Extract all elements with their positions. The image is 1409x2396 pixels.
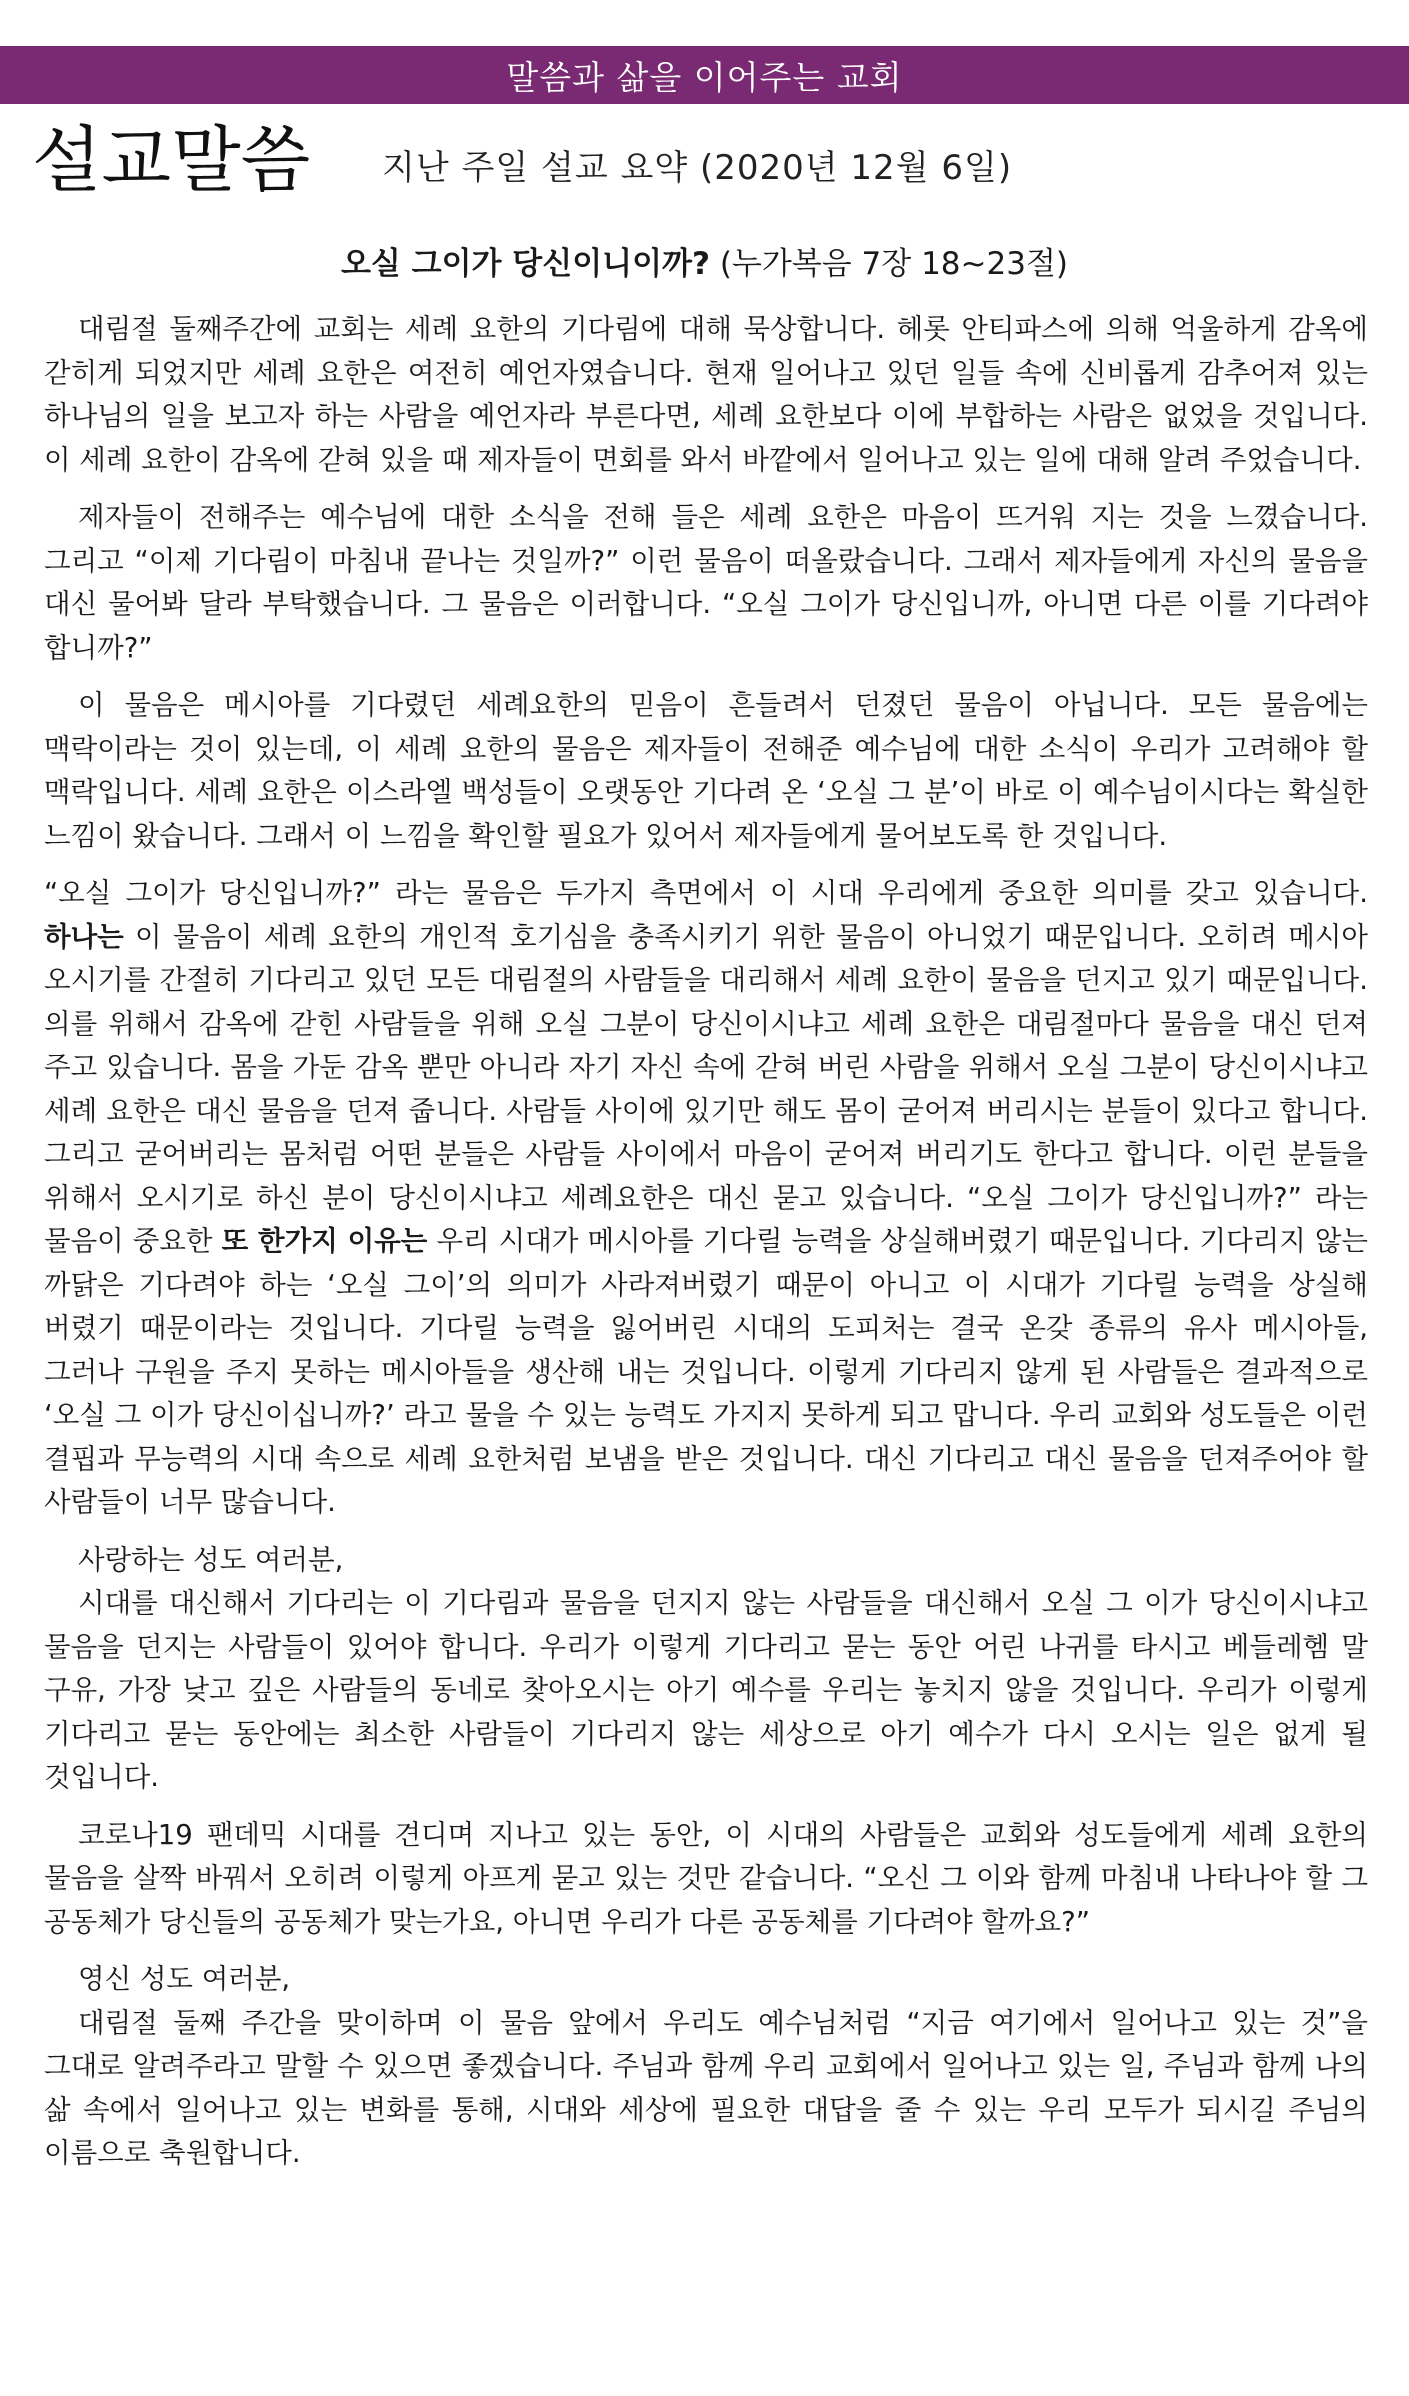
scripture-reference: (누가복음 7장 18~23절) [719,246,1068,282]
paragraph-3: 이 물음은 메시아를 기다렸던 세례요한의 믿음이 흔들려서 던졌던 물음이 아닙니다. 모든 물음에는 맥락이라는 것이 있는데, 이 세례 요한의 물음은 제자들이 전해준 예수님에 대한 소식이 우리가 고려해야 할 맥락입니다. 세례 요한은 이스라엘 백성들이 오랫동안 기다려 온 ‘오실 그 분’이 바로 이 예수님이시다는 확실한 느낌이 왔습니다. 그래서 이 느낌을 확인할 필요가 있어서 제자들에게 물어보도록 한 것입니다. [44,689,1368,852]
emphasis-first-reason: 하나는 [44,920,124,953]
sermon-body [44,308,1368,2190]
paragraph-4-middle: 이 물음이 세례 요한의 개인적 호기심을 충족시키기 위한 물음이 아니었기 때문입니다. 오히려 메시아 오시기를 간절히 기다리고 있던 모든 대림절의 사람들을 대리해서 세례 요한이 물음을 던지고 있기 때문입니다. 의를 위해서 감옥에 갇힌 사람들을 위해 오실 그분이 당신이시냐고 세례 요한은 대림절마다 물음을 대신 던져 주고 있습니다. 몸을 가둔 감옥 뿐만 아니라 자기 자신 속에 갇혀 버린 사람을 위해서 오실 그분이 당신이시냐고 세례 요한은 대신 물음을 던져 줍니다. 사람들 사이에 있기만 해도 몸이 굳어져 버리시는 분들이 있다고 합니다. 그리고 굳어버리는 몸처럼 어떤 분들은 사람들 사이에서 마음이 굳어져 버리기도 한다고 합니다. 이런 분들을 위해서 오시기로 하신 분이 당신이시냐고 세례요한은 대신 묻고 있습니다. “오실 그이가 당신입니까?” 라는 물음이 중요한 [44,920,1368,1257]
section-title: 설교말씀 [32,118,311,202]
address-beloved: 사랑하는 성도 여러분, [78,1543,344,1576]
emphasis-second-reason: 또 한가지 이유는 [221,1225,428,1257]
paragraph-1: 대림절 둘째주간에 교회는 세례 요한의 기다림에 대해 묵상합니다. 헤롯 안티파스에 의해 억울하게 감옥에 갇히게 되었지만 세례 요한은 여전히 예언자였습니다. 현재 일어나고 있던 일들 속에 신비롭게 감추어져 있는 하나님의 일을 보고자 하는 사람을 예언자라 부른다면, 세례 요한보다 이에 부합하는 사람은 없었을 것입니다. 이 세례 요한이 감옥에 갇혀 있을 때 제자들이 면회를 와서 바깥에서 일어나고 있는 일에 대해 알려 주었습니다. [44,313,1368,476]
paragraph-2: 제자들이 전해주는 예수님에 대한 소식을 전해 들은 세례 요한은 마음이 뜨거워 지는 것을 느꼈습니다. 그리고 “이제 기다림이 마침내 끝나는 것일까?” 이런 물음이 떠올랐습니다. 그래서 제자들에게 자신의 물음을 대신 물어봐 달라 부탁했습니다. 그 물음은 이러합니다. “오실 그이가 당신입니까, 아니면 다른 이를 기다려야 합니까?” [44,501,1368,664]
banner-text: 말씀과 삶을 이어주는 교회 [506,57,903,97]
paragraph-7: 코로나19 팬데믹 시대를 견디며 지나고 있는 동안, 이 시대의 사람들은 교회와 성도들에게 세례 요한의 물음을 살짝 바꿔서 오히려 이렇게 아프게 묻고 있는 것만 같습니다. “오신 그 이와 함께 마침내 나타나야 할 그 공동체가 당신들의 공동체가 맞는가요, 아니면 우리가 다른 공동체를 기다려야 할까요?” [44,1818,1368,1938]
sermon-title: 오실 그이가 당신이니이까? [340,246,710,282]
church-banner [0,46,1409,104]
paragraph-4-end: 우리 시대가 메시아를 기다릴 능력을 상실해버렸기 때문입니다. 기다리지 않는 까닭은 기다려야 하는 ‘오실 그이’의 의미가 사라져버렸기 때문이 아니고 이 시대가 기다릴 능력을 상실해 버렸기 때문이라는 것입니다. 기다릴 능력을 잃어버린 시대의 도피처는 결국 온갖 종류의 유사 메시아들, 그러나 구원을 주지 못하는 메시아들을 생산해 내는 것입니다. 이렇게 기다리지 않게 된 사람들은 결과적으로 ‘오실 그 이가 당신이십니까?’ 라고 물을 수 있는 능력도 가지지 못하게 되고 맙니다. 우리 교회와 성도들은 이런 결핍과 무능력의 시대 속으로 세례 요한처럼 보냄을 받은 것입니다. 대신 기다리고 대신 물음을 던져주어야 할 사람들이 너무 많습니다. [44,1225,1368,1518]
paragraph-4 [44,872,1368,1525]
sermon-heading [0,244,1409,284]
paragraph-6: 시대를 대신해서 기다리는 이 기다림과 물음을 던지지 않는 사람들을 대신해서 오실 그 이가 당신이시냐고 물음을 던지는 사람들이 있어야 합니다. 우리가 이렇게 기다리고 묻는 동안 어린 나귀를 타시고 베들레헴 말 구유, 가장 낮고 깊은 사람들의 동네로 찾아오시는 아기 예수를 우리는 놓치지 않을 것입니다. 우리가 이렇게 기다리고 묻는 동안에는 최소한 사람들이 기다리지 않는 세상으로 아기 예수가 다시 오시는 일은 없게 될 것입니다. [44,1587,1368,1793]
header [32,118,1382,208]
paragraph-4-intro: “오실 그이가 당신입니까?” 라는 물음은 두가지 측면에서 이 시대 우리에게 중요한 의미를 갖고 있습니다. [44,877,1368,909]
sermon-date-line: 지난 주일 설교 요약 (2020년 12월 6일) [382,148,1013,188]
address-congregation: 영신 성도 여러분, [78,1963,291,1995]
paragraph-9: 대림절 둘째 주간을 맞이하며 이 물음 앞에서 우리도 예수님처럼 “지금 여기에서 일어나고 있는 것”을 그대로 알려주라고 말할 수 있으면 좋겠습니다. 주님과 함께 우리 교회에서 일어나고 있는 일, 주님과 함께 나의 삶 속에서 일어나고 있는 변화를 통해, 시대와 세상에 필요한 대답을 줄 수 있는 우리 모두가 되시길 주님의 이름으로 축원합니다. [44,2006,1368,2169]
